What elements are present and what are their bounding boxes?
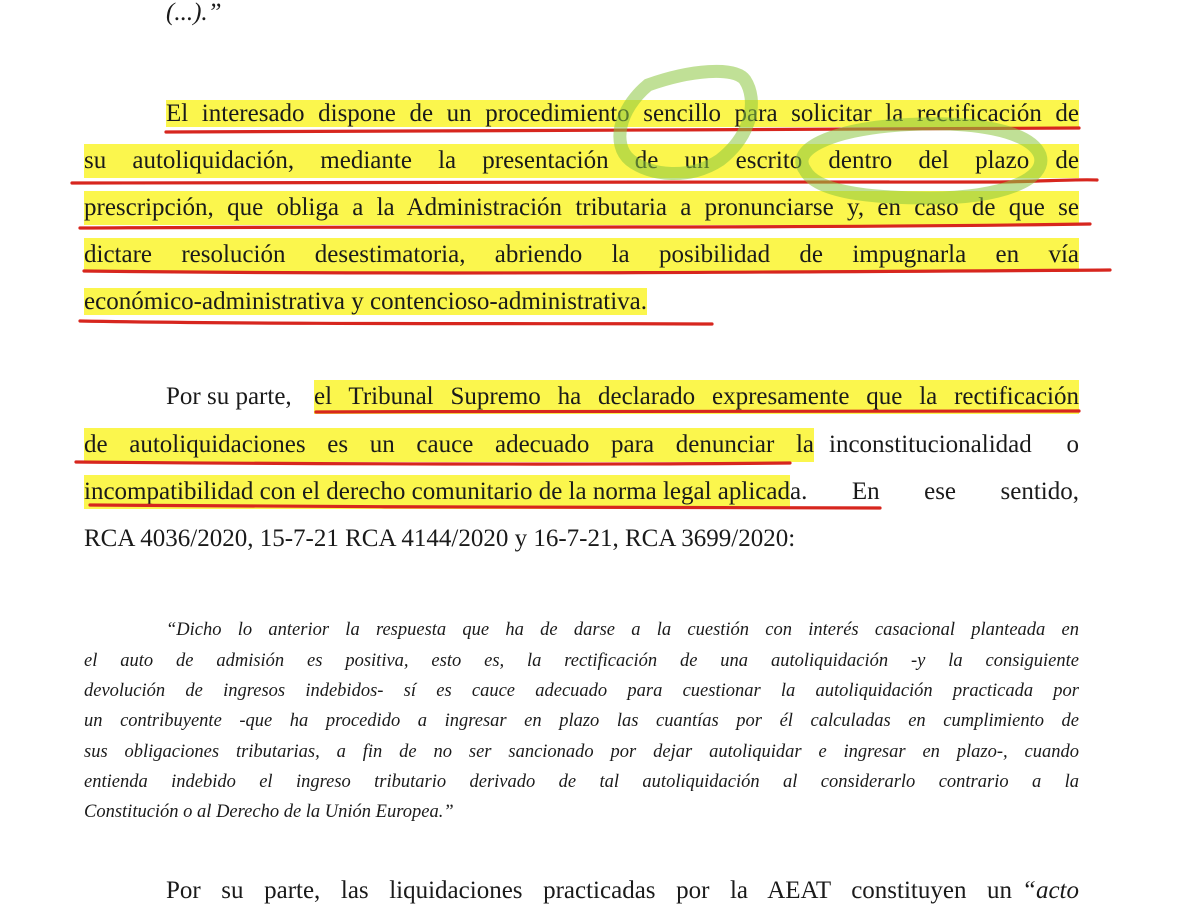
paragraph-1-line-2 xyxy=(84,144,1079,178)
red-underline xyxy=(80,321,712,324)
highlighted-text: el Tribunal Supremo ha declarado expresamente que la rectificación xyxy=(314,380,1079,414)
plain-text: Por su parte, xyxy=(166,383,292,410)
red-underline xyxy=(72,180,1097,183)
quote-line-7: Constitución o al Derecho de la Unión Europea.” xyxy=(84,802,454,822)
highlighted-text: El interesado dispone de un procedimiento sencillo para solicitar la rectificación de xyxy=(166,100,1079,127)
quote-line-6: entienda indebido el ingreso tributario derivado de tal autoliquidación al considerarlo contrario a la xyxy=(84,772,1079,792)
italic-text: “acto xyxy=(1022,877,1079,904)
green-circles xyxy=(620,71,1041,198)
highlighted-text: prescripción, que obliga a la Administración tributaria a pronunciarse y, en caso de que se xyxy=(84,191,1079,225)
paragraph-2-line-2 xyxy=(84,428,1079,462)
quote-line-2: el auto de admisión es positiva, esto es, la rectificación de una autoliquidación -y la consiguiente xyxy=(84,651,1079,671)
paragraph-1-line-5 xyxy=(84,285,647,319)
paragraph-1-line-1 xyxy=(166,97,1079,131)
paragraph-2-line-1 xyxy=(166,380,1079,414)
red-underline xyxy=(76,462,790,464)
paragraph-1-line-3 xyxy=(84,191,1079,225)
highlighted-text: incompatibilidad con el derecho comunitario de la norma legal aplicad xyxy=(84,475,790,509)
plain-text: inconstitucionalidad o xyxy=(829,431,1079,458)
paragraph-2-line-4: RCA 4036/2020, 15-7-21 RCA 4144/2020 y 16-7-21, RCA 3699/2020: xyxy=(84,525,796,552)
paragraph-1-line-4 xyxy=(84,238,1079,272)
quote-line-5: sus obligaciones tributarias, a fin de no ser sancionado por dejar autoliquidar e ingresar en plazo-, cuando xyxy=(84,742,1079,762)
quote-line-3: devolución de ingresos indebidos- sí es cauce adecuado para cuestionar la autoliquidación practicada por xyxy=(84,681,1079,701)
highlighted-text: económico-administrativa y contencioso-administrativa. xyxy=(84,288,648,315)
highlighted-text: de autoliquidaciones es un cauce adecuado para denunciar la xyxy=(84,428,814,462)
highlighted-text: dictare resolución desestimatoria, abriendo la posibilidad de impugnarla en vía xyxy=(84,238,1079,272)
quote-line-4: un contribuyente -que ha procedido a ingresar en plazo las cuantías por él calculadas en cumplimiento de xyxy=(84,711,1079,731)
paragraph-2-line-3 xyxy=(84,475,1079,509)
paragraph-3-line-1 xyxy=(166,874,1079,908)
highlighted-text: su autoliquidación, mediante la presentación de un escrito dentro del plazo de xyxy=(84,144,1079,178)
plain-text: a. En ese sentido, xyxy=(789,478,1079,505)
quote-closing-fragment: (...).” xyxy=(166,0,222,26)
plain-text: Por su parte, las liquidaciones practicadas por la AEAT constituyen un xyxy=(166,877,1013,904)
quote-line-1: “Dicho lo anterior la respuesta que ha de darse a la cuestión con interés casacional planteada en xyxy=(166,620,1079,640)
